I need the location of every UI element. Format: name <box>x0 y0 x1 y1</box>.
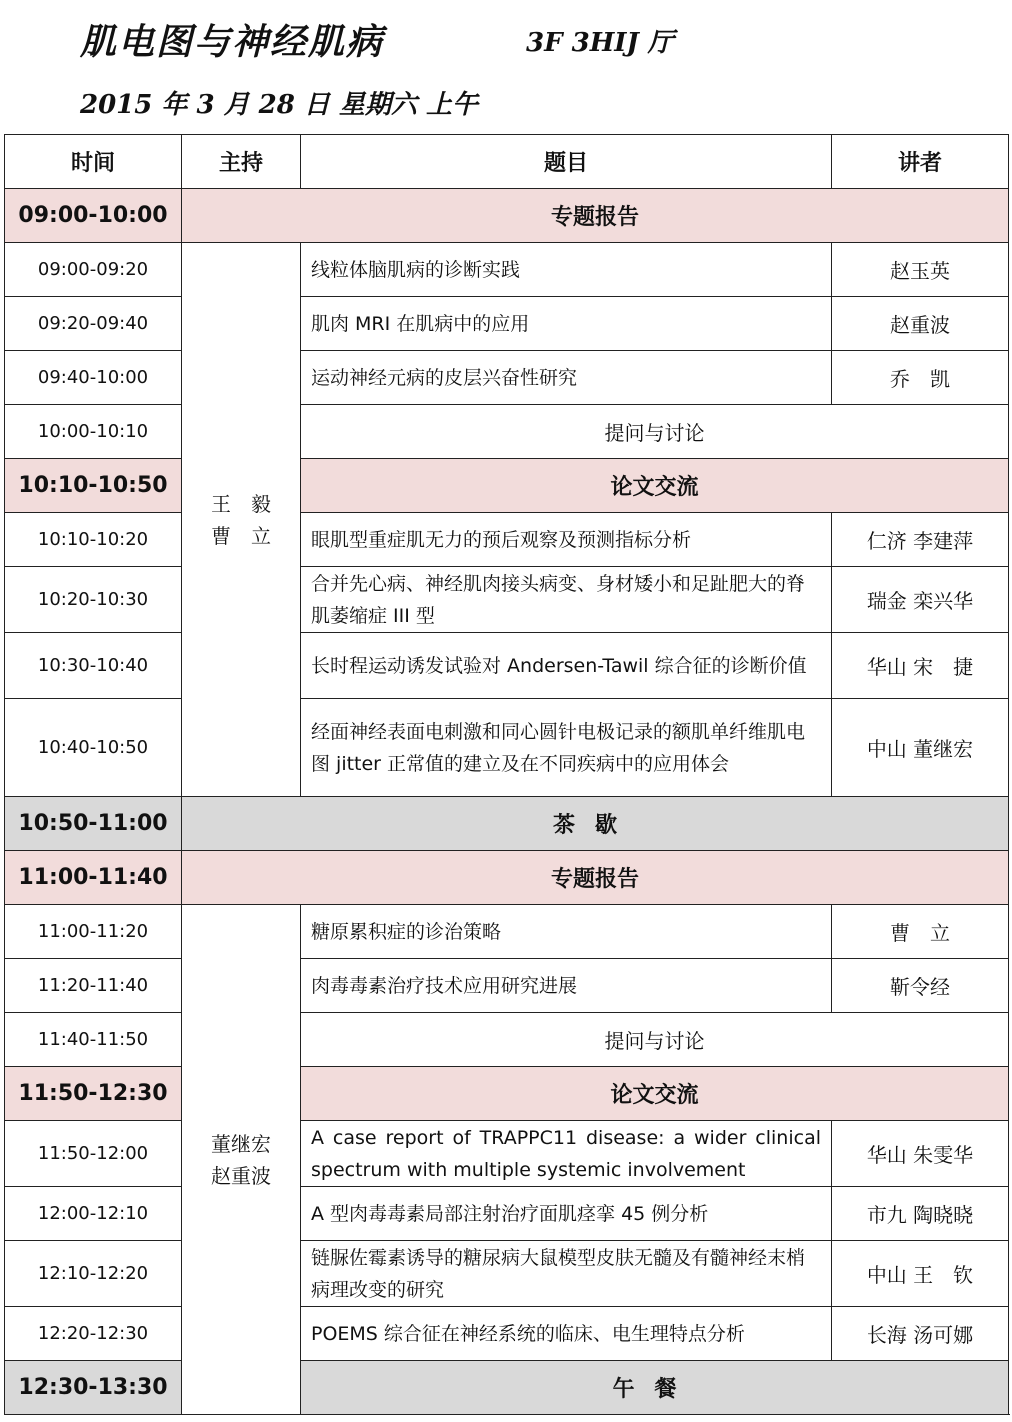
talk-speaker: 中山 董继宏 <box>832 699 1009 797</box>
table-row <box>5 1241 1009 1307</box>
table-row <box>5 351 1009 405</box>
table-row <box>5 959 1009 1013</box>
section-title: 论文交流 <box>301 459 1009 513</box>
talk-speaker: 瑞金 栾兴华 <box>832 567 1009 633</box>
talk-speaker: 华山 宋 捷 <box>832 633 1009 699</box>
talk-time: 11:20-11:40 <box>5 959 182 1013</box>
talk-time: 10:40-10:50 <box>5 699 182 797</box>
section-row <box>5 459 1009 513</box>
talk-topic: POEMS 综合征在神经系统的临床、电生理特点分析 <box>301 1307 832 1361</box>
table-row <box>5 513 1009 567</box>
host-name: 王 毅 <box>211 491 271 516</box>
talk-speaker: 赵玉英 <box>832 243 1009 297</box>
session-date: 2015 年 3 月 28 日 星期六 上午 <box>80 90 478 120</box>
talk-topic: 运动神经元病的皮层兴奋性研究 <box>301 351 832 405</box>
talk-time: 10:10-10:20 <box>5 513 182 567</box>
section-time: 11:00-11:40 <box>5 851 182 905</box>
talk-topic: 糖原累积症的诊治策略 <box>301 905 832 959</box>
break-row <box>5 1361 1009 1415</box>
discussion-time: 10:00-10:10 <box>5 405 182 459</box>
col-header-topic: 题目 <box>301 135 832 189</box>
talk-topic: 眼肌型重症肌无力的预后观察及预测指标分析 <box>301 513 832 567</box>
talk-speaker: 中山 王 钦 <box>832 1241 1009 1307</box>
talk-speaker: 赵重波 <box>832 297 1009 351</box>
talk-time: 09:00-09:20 <box>5 243 182 297</box>
table-row <box>5 1187 1009 1241</box>
host-name: 董继宏 <box>211 1131 271 1156</box>
talk-time: 12:10-12:20 <box>5 1241 182 1307</box>
table-row <box>5 905 1009 959</box>
table-row <box>5 1307 1009 1361</box>
table-row <box>5 567 1009 633</box>
talk-time: 11:00-11:20 <box>5 905 182 959</box>
section-time: 10:10-10:50 <box>5 459 182 513</box>
talk-topic: 肉毒毒素治疗技术应用研究进展 <box>301 959 832 1013</box>
room-label: 3F 3HIJ 厅 <box>526 28 674 58</box>
host-cell <box>182 243 301 797</box>
talk-topic: 合并先心病、神经肌肉接头病变、身材矮小和足趾肥大的脊肌萎缩症 III 型 <box>301 567 832 633</box>
talk-topic: A 型肉毒毒素局部注射治疗面肌痉挛 45 例分析 <box>301 1187 832 1241</box>
talk-speaker: 靳令经 <box>832 959 1009 1013</box>
table-row <box>5 243 1009 297</box>
talk-speaker: 乔 凯 <box>832 351 1009 405</box>
table-row <box>5 297 1009 351</box>
section-title: 论文交流 <box>301 1067 1009 1121</box>
schedule-table <box>4 134 1009 1415</box>
talk-topic: 长时程运动诱发试验对 Andersen-Tawil 综合征的诊断价值 <box>301 633 832 699</box>
talk-time: 10:20-10:30 <box>5 567 182 633</box>
discussion-label: 提问与讨论 <box>301 405 1009 459</box>
host-name: 赵重波 <box>211 1163 271 1188</box>
table-row <box>5 1121 1009 1187</box>
talk-time: 12:20-12:30 <box>5 1307 182 1361</box>
break-row <box>5 797 1009 851</box>
discussion-time: 11:40-11:50 <box>5 1013 182 1067</box>
talk-topic: 链脲佐霉素诱导的糖尿病大鼠模型皮肤无髓及有髓神经末梢病理改变的研究 <box>301 1241 832 1307</box>
break-time: 12:30-13:30 <box>5 1361 182 1415</box>
talk-topic: 线粒体脑肌病的诊断实践 <box>301 243 832 297</box>
talk-time: 09:20-09:40 <box>5 297 182 351</box>
table-header-row <box>5 135 1009 189</box>
col-header-host: 主持 <box>182 135 301 189</box>
host-cell <box>182 905 301 1415</box>
section-time: 11:50-12:30 <box>5 1067 182 1121</box>
talk-speaker: 长海 汤可娜 <box>832 1307 1009 1361</box>
break-title: 午餐 <box>301 1361 1009 1415</box>
talk-topic: 肌肉 MRI 在肌病中的应用 <box>301 297 832 351</box>
discussion-label: 提问与讨论 <box>301 1013 1009 1067</box>
page-title: 肌电图与神经肌病 <box>80 21 385 63</box>
section-time: 09:00-10:00 <box>5 189 182 243</box>
talk-topic: A case report of TRAPPC11 disease: a wider clinical spectrum with multiple systemic involvement <box>301 1121 832 1187</box>
host-name: 曹 立 <box>211 523 271 548</box>
talk-speaker: 曹 立 <box>832 905 1009 959</box>
section-row <box>5 851 1009 905</box>
discussion-row <box>5 405 1009 459</box>
talk-time: 12:00-12:10 <box>5 1187 182 1241</box>
talk-speaker: 仁济 李建萍 <box>832 513 1009 567</box>
talk-topic: 经面神经表面电刺激和同心圆针电极记录的额肌单纤维肌电图 jitter 正常值的建立及在不同疾病中的应用体会 <box>301 699 832 797</box>
talk-speaker: 华山 朱雯华 <box>832 1121 1009 1187</box>
col-header-time: 时间 <box>5 135 182 189</box>
section-title: 专题报告 <box>182 851 1009 905</box>
col-header-speaker: 讲者 <box>832 135 1009 189</box>
break-title: 茶歇 <box>182 797 1009 851</box>
section-title: 专题报告 <box>182 189 1009 243</box>
table-row <box>5 699 1009 797</box>
talk-time: 11:50-12:00 <box>5 1121 182 1187</box>
section-row <box>5 189 1009 243</box>
break-time: 10:50-11:00 <box>5 797 182 851</box>
section-row <box>5 1067 1009 1121</box>
table-row <box>5 633 1009 699</box>
talk-speaker: 市九 陶晓晓 <box>832 1187 1009 1241</box>
discussion-row <box>5 1013 1009 1067</box>
talk-time: 09:40-10:00 <box>5 351 182 405</box>
talk-time: 10:30-10:40 <box>5 633 182 699</box>
